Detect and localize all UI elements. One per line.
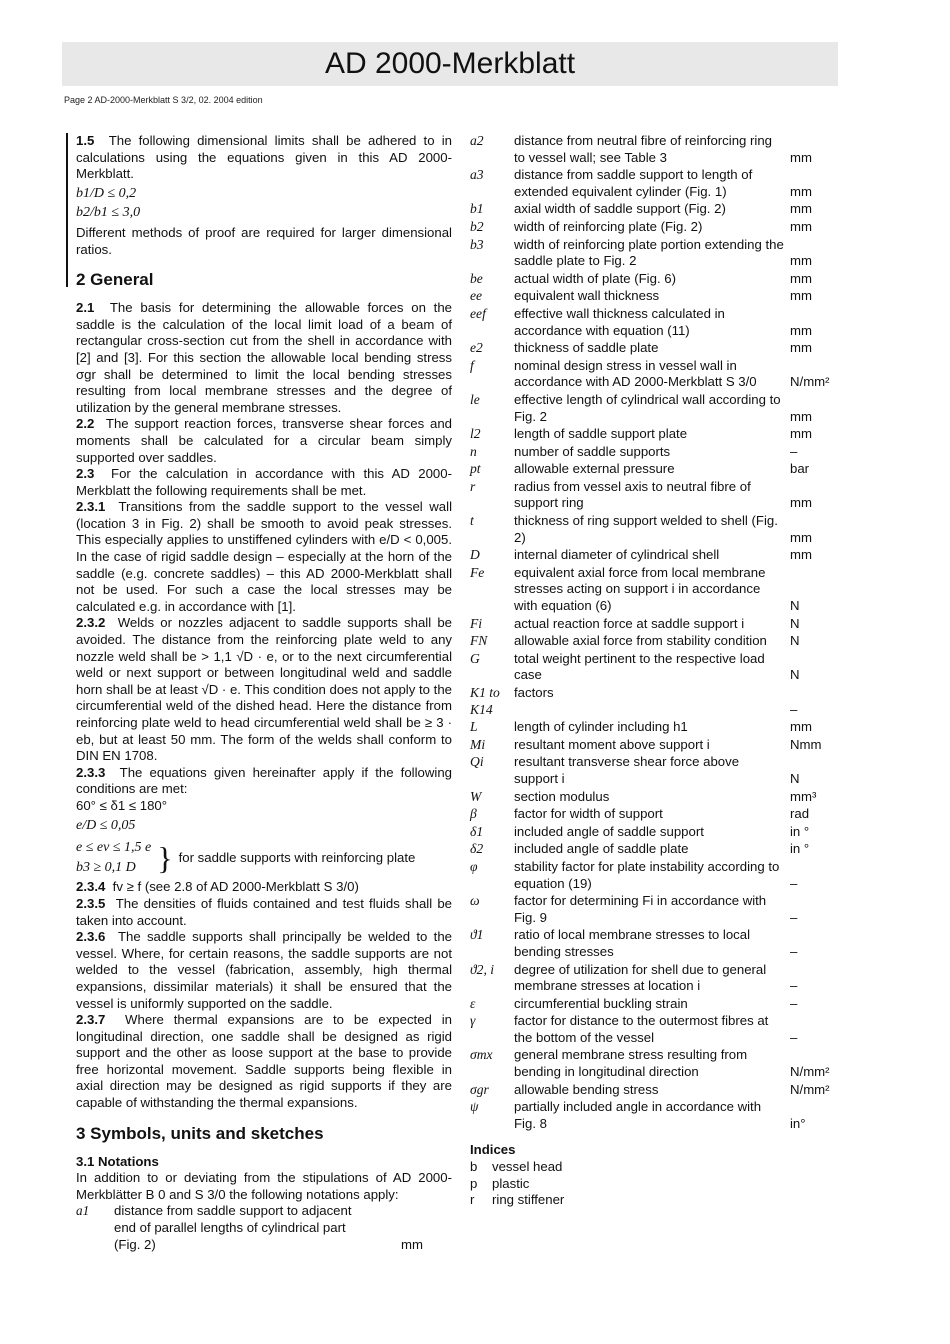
symbol: Mi (470, 736, 486, 752)
paragraph-2-3-7 (76, 1012, 452, 1112)
symbol: Fi (470, 615, 483, 631)
para-text: For the calculation in accordance with this AD 2000-Merkblatt the following requirements shall be met. (76, 466, 452, 498)
symbol-unit: mm (790, 253, 812, 269)
symbol: f (470, 357, 474, 373)
symbol-unit: – (790, 995, 798, 1011)
para-text: Transitions from the saddle support to the vessel wall (location 3 in Fig. 2) shall be smooth to avoid peak stresses. This especially applies to unstiffened cylinders with e/D < 0,005. In the case of rigid saddle design – especially at the horn of the saddle (e.g. concrete saddles) – this AD 2000-Merkblatt shall not be used. For such a case the local stresses may be calculated e.g. in accordance with [1]. (76, 499, 452, 614)
symbol: ε (470, 995, 476, 1011)
symbol-row (470, 789, 850, 806)
symbol-unit: mm (790, 218, 812, 234)
symbol: le (470, 391, 480, 407)
symbol-unit: – (790, 978, 798, 994)
symbol: ϑ2, i (470, 961, 495, 977)
paragraph-2-2 (76, 416, 452, 466)
index-symbol: p (470, 1175, 478, 1191)
paragraph-2-3-1 (76, 499, 452, 615)
symbol-row (470, 358, 850, 391)
symbol: K1 to K14 (470, 685, 500, 717)
symbol-row (470, 219, 850, 236)
symbol: e2 (470, 340, 483, 356)
symbol-row (470, 685, 850, 718)
symbol-description: allowable axial force from stability condition (514, 633, 767, 649)
symbol-unit: N/mm² (790, 374, 830, 390)
condition-group-reinforcing-plate (76, 837, 452, 879)
symbol: b1 (470, 201, 484, 217)
index-symbol: b (470, 1159, 478, 1175)
symbol-row (470, 444, 850, 461)
symbol-description: ratio of local membrane stresses to local bending stresses (514, 927, 751, 959)
symbol-unit: mm (790, 183, 812, 199)
symbol-unit: N (790, 770, 800, 786)
symbol-unit: mm (790, 719, 812, 735)
symbol-unit: N (790, 598, 800, 614)
symbol-unit: in° (790, 1115, 806, 1131)
symbol-unit: mm (790, 340, 812, 356)
symbol-description: section modulus (514, 788, 610, 804)
symbol: σgr (470, 1081, 489, 1097)
paragraph-1-5-note: Different methods of proof are required for larger dimensional ratios. (76, 224, 452, 257)
symbol-row (470, 841, 850, 858)
symbol-unit: – (790, 443, 798, 459)
symbol-description: factor for width of support (514, 806, 663, 822)
symbol-description: factor for determining Fi in accordance with Fig. 9 (514, 893, 767, 925)
index-row (470, 1159, 850, 1176)
heading-general: 2 General (76, 270, 154, 290)
symbol: β (470, 806, 477, 822)
para-num: 2.1 (76, 300, 95, 316)
symbol-description: thickness of saddle plate (514, 340, 659, 356)
symbol: Qi (470, 754, 484, 770)
symbol-description: actual width of plate (Fig. 6) (514, 270, 676, 286)
symbol: Fe (470, 564, 485, 580)
para-text: Welds or nozzles adjacent to saddle supports shall be avoided. The distance from the reinforcing plate weld to any nozzle weld shall be > 1,1 √D · e, or to the next circumferential weld or next support or between longitudinal weld and saddle horn shall be at least √D · e. This condition does not apply to the circumferential weld of the dished head. Here the distance from reinforcing plate weld to head circumferential weld shall be ≥ 3 · eb, but at least 50 mm. The form of the welds shall conform to DIN EN 1708. (76, 615, 452, 764)
symbol-row (470, 461, 850, 478)
symbol: pt (470, 461, 481, 477)
symbol-unit: – (790, 943, 798, 959)
symbol-description: allowable bending stress (514, 1081, 659, 1097)
symbol: b2 (470, 218, 484, 234)
paragraph-2-3-6 (76, 929, 452, 1012)
symbol-unit: mm (790, 408, 812, 424)
para-text: The equations given hereinafter apply if the following conditions are met: (76, 764, 452, 797)
symbol-row (470, 616, 850, 633)
symbol: G (470, 650, 480, 666)
symbol: ω (470, 893, 480, 909)
symbol-description: included angle of saddle plate (514, 841, 689, 857)
symbol-row (470, 927, 850, 960)
symbol-row (470, 737, 850, 754)
symbol-unit: mm (790, 495, 812, 511)
symbol-row (470, 288, 850, 305)
symbol-unit: – (790, 1029, 798, 1045)
symbol-unit: mm (790, 201, 812, 217)
symbol-description: included angle of saddle support (514, 823, 704, 839)
condition-e-d: e/D ≤ 0,05 (76, 817, 136, 833)
symbol: δ2 (470, 841, 484, 857)
heading-indices: Indices (470, 1142, 516, 1158)
heading-notations: 3.1 Notations (76, 1153, 159, 1169)
right-brace-icon: } (157, 840, 173, 877)
symbol-row (470, 392, 850, 425)
para-text: fv ≥ f (see 2.8 of AD 2000-Merkblatt S 3/0) (112, 879, 359, 895)
symbol-description: length of cylinder including h1 (514, 719, 688, 735)
paragraph-2-3-4 (76, 879, 452, 896)
symbol-unit: in ° (790, 823, 810, 839)
symbol: eef (470, 305, 486, 321)
condition-lines (76, 837, 151, 879)
revision-change-bar (66, 133, 68, 287)
symbol-row (470, 513, 850, 546)
symbol-row (470, 651, 850, 684)
limit-b1-d: b1/D ≤ 0,2 (76, 185, 137, 201)
symbol-row (470, 996, 850, 1013)
symbol: b3 (470, 236, 484, 252)
symbol: σmx (470, 1047, 493, 1063)
symbol-unit: N (790, 633, 800, 649)
symbol-row (470, 167, 850, 200)
symbol-row (470, 547, 850, 564)
symbol-description: internal diameter of cylindrical shell (514, 547, 720, 563)
paragraph-2-1 (76, 300, 452, 416)
index-description: ring stiffener (492, 1192, 565, 1208)
symbol: ϑ1 (470, 927, 484, 943)
index-description: vessel head (492, 1159, 563, 1175)
symbol: t (470, 513, 474, 529)
paragraph-2-3-5 (76, 896, 452, 929)
para-num: 1.5 (76, 133, 95, 148)
symbol-row-a1 (76, 1203, 452, 1253)
symbol-description: resultant moment above support i (514, 736, 710, 752)
symbol-row (470, 133, 850, 166)
condition-ev: e ≤ ev ≤ 1,5 e (76, 840, 152, 856)
symbol-unit: – (790, 909, 798, 925)
symbol: D (470, 547, 480, 563)
para-text: The densities of fluids contained and test fluids shall be taken into account. (76, 895, 453, 928)
symbol-row (470, 201, 850, 218)
symbol-description: equivalent axial force from local membrane stresses acting on support i in accordance with equation (6) (514, 564, 766, 614)
index-row (470, 1192, 850, 1209)
symbol-description: factor for distance to the outermost fibres at the bottom of the vessel (514, 1013, 769, 1045)
symbol: γ (470, 1013, 476, 1029)
symbol-description: distance from neutral fibre of reinforcing ring to vessel wall; see Table 3 (514, 133, 773, 165)
symbol: φ (470, 858, 478, 874)
symbol-description: width of reinforcing plate (Fig. 2) (514, 218, 703, 234)
symbol-description: total weight pertinent to the respective load case (514, 650, 765, 683)
symbol-unit: mm (790, 547, 812, 563)
symbol-description: distance from saddle support to adjacent end of parallel lengths of cylindrical part (Fig. 2) (114, 1203, 352, 1252)
symbol-row (470, 824, 850, 841)
index-list (470, 1159, 850, 1209)
symbol-description: distance from saddle support to length of extended equivalent cylinder (Fig. 1) (514, 167, 753, 199)
symbol: n (470, 443, 477, 459)
para-num: 2.3.5 (76, 895, 106, 911)
symbol-description: actual reaction force at saddle support i (514, 615, 745, 631)
symbol-description: general membrane stress resulting from bending in longitudinal direction (514, 1047, 748, 1080)
symbol-unit: N (790, 667, 800, 683)
symbol-unit: mm³ (790, 788, 817, 804)
condition-brace-note: for saddle supports with reinforcing plate (178, 849, 416, 865)
symbol-unit: N/mm² (790, 1081, 830, 1097)
para-num: 2.3.1 (76, 499, 106, 515)
symbol-row (470, 962, 850, 995)
notations-intro: In addition to or deviating from the stipulations of AD 2000-Merkblätter B 0 and S 3/0 the following notations apply: (76, 1170, 452, 1202)
para-num: 2.3.4 (76, 879, 106, 895)
symbol-unit: mm (790, 270, 812, 286)
symbol-row (470, 271, 850, 288)
heading-symbols: 3 Symbols, units and sketches (76, 1123, 324, 1143)
para-text: The support reaction forces, transverse shear forces and moments shall be calculated for a circular beam simply supported over saddles. (76, 416, 453, 465)
symbol: l2 (470, 426, 481, 442)
symbol-unit: – (790, 701, 798, 717)
symbol-row (470, 1099, 850, 1132)
symbol-unit: Nmm (790, 736, 822, 752)
index-row (470, 1176, 850, 1193)
symbol-description: circumferential buckling strain (514, 995, 688, 1011)
symbol-row (470, 565, 850, 615)
para-text: Where thermal expansions are to be expected in longitudinal direction, one saddle shall be designed as rigid support and the other as loose support at the base to provide free horizontal movement. Saddle supports being flexible in axial direction may be designed as rigid supports if they are capable of withstanding the thermal expansions. (76, 1012, 453, 1111)
symbol-unit: N (790, 615, 800, 631)
symbol: FN (470, 633, 488, 649)
symbol-row (470, 237, 850, 270)
symbol-description: factors (514, 685, 554, 700)
symbol-unit: mm (790, 149, 812, 165)
index-description: plastic (492, 1175, 530, 1191)
symbol-description: allowable external pressure (514, 461, 675, 477)
symbol-row (470, 754, 850, 787)
symbol-row (470, 719, 850, 736)
symbol-row (470, 633, 850, 650)
para-text: The basis for determining the allowable forces on the saddle is the calculation of the local limit load of a beam of rectangular cross-section cut from the shell in accordance with [2] and [3]. For this section the allowable local bending stress σgr shall be determined to limit the local bending stresses resulting from local membrane stresses and the degree of utilization by the general membrane stresses. (76, 300, 452, 415)
symbol: δ1 (470, 823, 484, 839)
symbol: W (470, 788, 482, 804)
symbol: be (470, 270, 483, 286)
symbol-row (470, 1082, 850, 1099)
index-symbol: r (470, 1192, 475, 1208)
symbol: L (470, 719, 478, 735)
symbol-unit: bar (790, 461, 810, 477)
left-column (76, 133, 452, 1253)
symbol-description: partially included angle in accordance with Fig. 8 (514, 1099, 762, 1131)
symbol-unit: mm (790, 529, 812, 545)
symbol-row (470, 1047, 850, 1080)
symbol-list (470, 133, 850, 1132)
symbol-row (470, 479, 850, 512)
symbol-description: number of saddle supports (514, 443, 671, 459)
symbol: a2 (470, 133, 484, 148)
symbol-unit: in ° (790, 841, 810, 857)
symbol-description: length of saddle support plate (514, 426, 688, 442)
para-num: 2.3.3 (76, 764, 106, 780)
symbol-unit: mm (790, 288, 812, 304)
symbol-unit: N/mm² (790, 1064, 830, 1080)
para-num: 2.2 (76, 416, 95, 432)
document-banner-title: AD 2000-Merkblatt (62, 42, 838, 86)
condition-b3: b3 ≥ 0,1 D (76, 859, 136, 875)
symbol-description: nominal design stress in vessel wall in accordance with AD 2000-Merkblatt S 3/0 (514, 357, 757, 390)
symbol-row (470, 806, 850, 823)
page-info: Page 2 AD-2000-Merkblatt S 3/2, 02. 2004 edition (64, 95, 263, 105)
limit-b2-b1: b2/b1 ≤ 3,0 (76, 205, 141, 221)
para-num: 2.3.2 (76, 615, 106, 631)
symbol: ee (470, 288, 483, 304)
condition-delta1: 60° ≤ δ1 ≤ 180° (76, 797, 168, 813)
symbol-row (470, 426, 850, 443)
symbol-row (470, 893, 850, 926)
para-num: 2.3 (76, 466, 95, 482)
symbol: ψ (470, 1099, 479, 1115)
para-text: The following dimensional limits shall be adhered to in calculations using the equations given in this AD 2000-Merkblatt. (76, 133, 452, 182)
symbol-description: axial width of saddle support (Fig. 2) (514, 201, 726, 217)
symbol-unit: – (790, 875, 798, 891)
symbol-unit: mm (401, 1236, 423, 1252)
symbol-unit: mm (790, 322, 812, 338)
symbol-description: equivalent wall thickness (514, 288, 660, 304)
paragraph-2-3-3 (76, 765, 452, 798)
symbol-row (470, 859, 850, 892)
symbol-description: stability factor for plate instability according to equation (19) (514, 858, 780, 891)
symbol-row (470, 1013, 850, 1046)
symbol-unit: mm (790, 426, 812, 442)
paragraph-1-5 (76, 133, 452, 183)
symbol-description: thickness of ring support welded to shell (Fig. 2) (514, 513, 778, 545)
symbol-description: resultant transverse shear force above support i (514, 754, 740, 786)
symbol-row (470, 340, 850, 357)
right-column (470, 133, 850, 1209)
symbol: r (470, 478, 476, 494)
symbol-description: effective length of cylindrical wall according to Fig. 2 (514, 391, 781, 424)
symbol-description: degree of utilization for shell due to general membrane stresses at location i (514, 961, 767, 994)
symbol-unit: rad (790, 806, 810, 822)
symbol-row (470, 306, 850, 339)
symbol: a1 (76, 1203, 90, 1219)
symbol-description: width of reinforcing plate portion extending the saddle plate to Fig. 2 (514, 236, 784, 269)
paragraph-2-3-2 (76, 615, 452, 764)
symbol: a3 (470, 167, 484, 183)
para-num: 2.3.6 (76, 929, 106, 945)
para-text: The saddle supports shall principally be welded to the vessel. Where, for certain reasons, the saddle supports are not welded to the vessel (fabrication, assembly, high thermal expansions, dissimilar materials) it shall be ensured that the vessel is uniformly supported on the saddle. (76, 929, 452, 1011)
symbol-description: effective wall thickness calculated in accordance with equation (11) (514, 305, 725, 338)
symbol-description: radius from vessel axis to neutral fibre of support ring (514, 478, 751, 511)
paragraph-2-3 (76, 466, 452, 499)
para-num: 2.3.7 (76, 1012, 106, 1028)
